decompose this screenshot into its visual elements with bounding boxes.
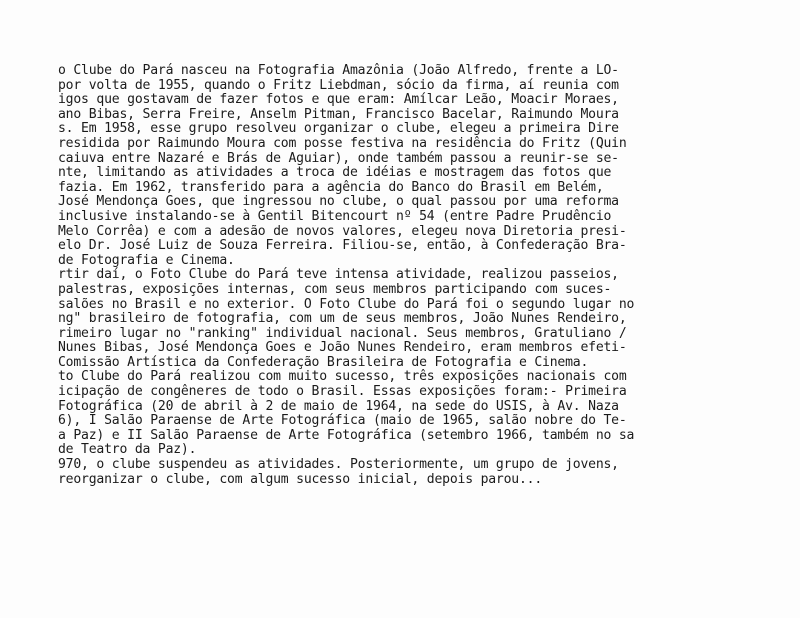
text-line: caiuva entre Nazaré e Brás de Aguiar), onde também passou a reunir-se se- bbox=[58, 150, 619, 166]
text-line: de Fotografia e Cinema. bbox=[58, 252, 235, 268]
text-line: Comissão Artística da Confederação Brasileira de Fotografia e Cinema. bbox=[58, 354, 589, 370]
text-line: rimeiro lugar no "ranking" individual nacional. Seus membros, Gratuliano / bbox=[58, 325, 627, 341]
text-line: ng" brasileiro de fotografia, com um de seus membros, João Nunes Rendeiro, bbox=[58, 311, 627, 327]
text-line: 6), I Salão Paraense de Arte Fotográfica (maio de 1965, salão nobre do Te- bbox=[58, 413, 627, 429]
text-line: o Clube do Pará nasceu na Fotografia Amazônia (João Alfredo, frente a LO- bbox=[58, 63, 619, 78]
text-line: residida por Raimundo Moura com posse festiva na residência do Fritz (Quin bbox=[58, 135, 627, 151]
text-line: palestras, exposições internas, com seus membros participando com suces- bbox=[58, 281, 612, 297]
text-line: Nunes Bibas, José Mendonça Goes e João Nunes Rendeiro, eram membros efeti- bbox=[58, 340, 627, 356]
text-line: reorganizar o clube, com algum sucesso inicial, depois parou... bbox=[58, 471, 543, 487]
text-line: elo Dr. José Luiz de Souza Ferreira. Filiou-se, então, à Confederação Bra- bbox=[58, 238, 627, 254]
text-line: fazia. Em 1962, transferido para a agência do Banco do Brasil em Belém, bbox=[58, 179, 604, 195]
text-line: a Paz) e II Salão Paraense de Arte Fotográfica (setembro 1966, também no sa bbox=[58, 427, 635, 443]
text-line: por volta de 1955, quando o Fritz Liebdman, sócio da firma, aí reunia com bbox=[58, 77, 619, 93]
text-line: José Mendonça Goes, que ingressou no clube, o qual passou por uma reforma bbox=[58, 194, 619, 210]
text-line: nte, limitando as atividades a troca de idéias e mostragem das fotos que bbox=[58, 165, 612, 181]
text-line: Melo Corrêa) e com a adesão de novos valores, elegeu nova Diretoria presi- bbox=[58, 223, 627, 239]
text-line: de Teatro da Paz). bbox=[58, 442, 197, 458]
text-line: ano Bibas, Serra Freire, Anselm Pitman, Francisco Bacelar, Raimundo Moura bbox=[58, 106, 619, 122]
text-line: salões no Brasil e no exterior. O Foto Clube do Pará foi o segundo lugar no bbox=[58, 296, 635, 312]
text-line: s. Em 1958, esse grupo resolveu organizar o clube, elegeu a primeira Dire bbox=[58, 121, 619, 137]
typewritten-text bbox=[58, 64, 798, 487]
text-line: 970, o clube suspendeu as atividades. Posteriormente, um grupo de jovens, bbox=[58, 457, 619, 473]
text-line: icipação de congêneres de todo o Brasil. Essas exposições foram:- Primeira bbox=[58, 384, 627, 400]
text-line: Fotográfica (20 de abril à 2 de maio de 1964, na sede do USIS, à Av. Naza bbox=[58, 398, 619, 414]
text-line: to Clube do Pará realizou com muito sucesso, três exposições nacionais com bbox=[58, 369, 627, 385]
text-line: inclusive instalando-se à Gentil Bitencourt nº 54 (entre Padre Prudêncio bbox=[58, 208, 612, 224]
text-line: rtir daí, o Foto Clube do Pará teve intensa atividade, realizou passeios, bbox=[58, 267, 619, 283]
text-line: igos que gostavam de fazer fotos e que eram: Amílcar Leão, Moacir Moraes, bbox=[58, 92, 619, 108]
